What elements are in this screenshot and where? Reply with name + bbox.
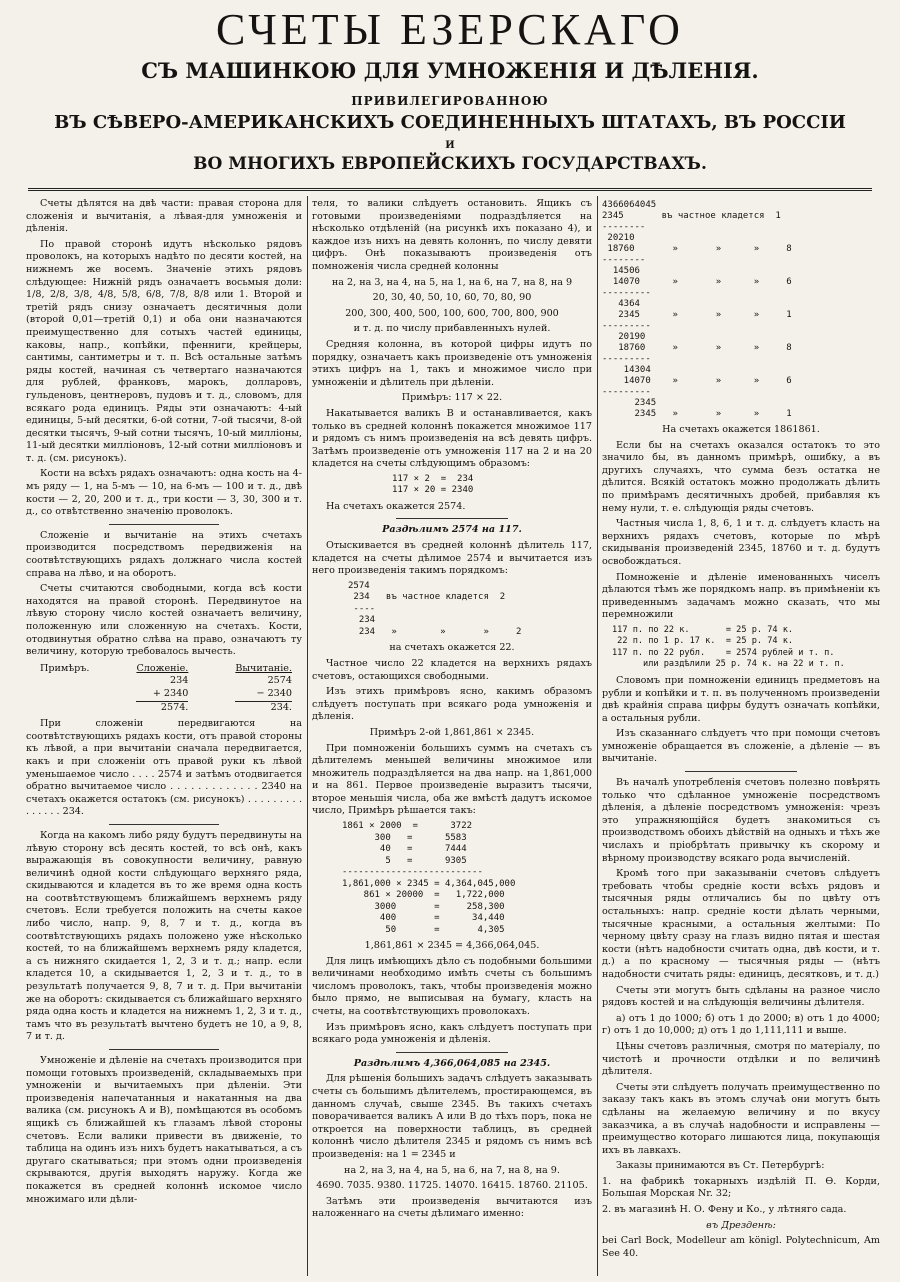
page-title: СЧЕТЫ ЕЗЕРСКАГО xyxy=(216,5,684,54)
divider xyxy=(685,771,796,772)
and-line: И xyxy=(445,140,455,151)
example-label: Примѣръ. xyxy=(40,662,90,674)
multiplier-row: на 2, на 3, на 4, на 5, на 6, на 7, на 8, на 9. xyxy=(344,1164,560,1176)
paragraph: Частныя числа 1, 8, 6, 1 и т. д. слѣдуетъ класть на верхнихъ рядахъ счетовъ, которые по мѣрѣ скидыванія произведеній 2345, 18760 и т. д. будутъ освобождаться. xyxy=(602,518,880,567)
paragraph: Помноженіе и дѣленіе именованныхъ чиселъ дѣлаются тѣмъ же порядкомъ напр. въ примѣненіи къ приведеннымъ задачамъ можно сказать, что мы перемножили xyxy=(602,571,880,621)
paragraph: а) отъ 1 до 1000; б) отъ 1 до 2000; в) отъ 1 до 4000; г) отъ 1 до 10,000; д) отъ 1 до 1,111,111 и выше. xyxy=(602,1012,880,1037)
column-divider xyxy=(597,196,598,1276)
result-line: 1,861,861 × 2345 = 4,366,064,045. xyxy=(364,940,540,952)
paragraph: Изъ этихъ примѣровъ ясно, какимъ образомъ слѣдуетъ поступать при всякаго рода умноженія и дѣленія. xyxy=(312,686,592,723)
paragraph: Словомъ при помноженіи единицъ предметовъ на рубли и копѣйки и т. п. въ полученномъ произведеніи двѣ крайнія справа цифры будутъ означать копѣйки, а остальныя рубли. xyxy=(602,674,880,724)
paragraph: Кромѣ того при заказываніи счетовъ слѣдуетъ требовать чтобы средніе кости всѣхъ рядовъ и тысячныя ряды отличались бы по цвѣту отъ остальныхъ: напр. средніе кости дѣлать черными, тысячные красными, а остальныя желтыми: По черному цвѣту сразу на глазъ видно пятая и шестая кости (нѣтъ надобности считать одна, двѣ кости, и т. д.) а по красному — тысячныя ряды — (нѣтъ надобности считать ряды: единицъ, десятковъ, и т. д.) xyxy=(602,868,880,980)
address-line: 2. въ магазинѣ Н. О. Фену и Ко., у лѣтняго сада. xyxy=(602,1204,847,1216)
addition-example xyxy=(136,663,188,714)
city-heading: въ Дрезденѣ: xyxy=(706,1219,776,1231)
paragraph: Счеты считаются свободными, когда всѣ кости находятся на правой сторонѣ. Передвинутое на лѣвую сторону число костей означаетъ величину, положенную или сложенную на счетахъ. Кости, отодвинутыя обратно слѣва на право, означаютъ ту величину, которую требовалось вычесть. xyxy=(26,583,302,658)
paragraph: Въ началѣ употребленія счетовъ полезно повѣрять только что сдѣланное умноженіе посредствомъ дѣленія, а дѣленіе посредствомъ умноженія: чрезъ это упражняющійся будетъ знакомиться съ производствомъ обоихъ дѣйствій на одныхъ и тѣхъ же числахъ и пріобрѣтать привычку къ скорому и вѣрному производству всякаго рода вычисленій. xyxy=(602,777,880,864)
column-2 xyxy=(312,198,592,1276)
divider xyxy=(109,1049,219,1050)
column-divider xyxy=(307,196,308,1276)
multiplier-row: 200, 300, 400, 500, 100, 600, 700, 800, 900 xyxy=(345,307,559,319)
divider xyxy=(109,524,219,525)
multiplier-row: 4690. 7035. 9380. 11725. 14070. 16415. 18760. 21105. xyxy=(316,1180,588,1192)
subtitle: СЪ МАШИНКОЮ ДЛЯ УМНОЖЕНІЯ И ДѢЛЕНІЯ. xyxy=(141,58,759,83)
calculation: 1861 × 2000 = 3722 300 = 5583 40 = 7444 5 = 9305 -------------------------- 1,861,000 × 2345 = 4,364,045,000 861 × 20000 = 1,722,000 3000 = 258,300 400 = 34,440 50 = 4,305 xyxy=(342,821,516,935)
addition-result: 2574. xyxy=(160,701,189,713)
divider xyxy=(396,518,508,519)
subtraction-operand: − 2340 xyxy=(235,688,292,702)
subtraction-result: 234. xyxy=(270,701,292,713)
calculation: 117 × 2 = 234 117 × 20 = 2340 xyxy=(392,473,474,496)
multiplier-row: на 2, на 3, на 4, на 5, на 1, на 6, на 7, на 8, на 9 xyxy=(331,276,573,288)
privileged-line: ПРИВИЛЕГИРОВАННОЮ xyxy=(351,94,549,108)
paragraph: Счеты эти могутъ быть сдѣланы на разное число рядовъ костей и на слѣдующія величины дѣлителя. xyxy=(602,984,880,1009)
paragraph: Для рѣшенія большихъ задачъ слѣдуетъ заказывать счеты съ большимъ дѣлителемъ, простирающемся, въ данномъ случаѣ, свыше 2345. Въ такихъ счетахъ поворачивается валикъ A или B до тѣхъ поръ, пока не откроется на поверхности таблицъ, въ средней колоннѣ число дѣлителя 2345 и рядомъ съ нимъ всѣ произведенія: на 1 = 2345 и xyxy=(312,1073,592,1160)
result-line: На счетахъ окажется 2574. xyxy=(326,500,466,512)
column-1 xyxy=(26,198,302,1276)
paragraph: Если бы на счетахъ оказался остатокъ то это значило бы, въ данномъ примѣрѣ, ошибку, а въ другихъ случаяхъ, что сумма безъ остатка не дѣлится. Всякій остатокъ можно продолжать дѣлить по примѣрамъ десятичныхъ дробей, прибавляя къ нему нули, т. е. слѣдующія ряды счетовъ. xyxy=(602,439,880,514)
paragraph: При помноженіи большихъ суммъ на счетахъ съ дѣлителемъ меньшей величины множимое или множитель подраздѣляется на два напр. на 1,861,000 и на 861. Первое произведеніе выразитъ тысячи, второе меньшія числа, оба же вмѣстѣ дадутъ искомое число, Примѣръ рѣшается такъ: xyxy=(312,742,592,817)
multiplier-row: и т. д. по числу прибавленныхъ нулей. xyxy=(353,323,551,335)
paragraph: Сложеніе и вычитаніе на этихъ счетахъ производится посредствомъ передвиженія на соотвѣтствующихъ рядахъ должнаго числа костей справа на лѣво, и на оборотъ. xyxy=(26,529,302,579)
paragraph: теля, то валики слѣдуетъ остановить. Ящикъ съ готовыми произведеніями подраздѣляется на нѣсколько отдѣленій (на рисункѣ ихъ показано 4), и каждое изъ нихъ на девять колоннъ, по числу девяти цифръ. Онѣ показываютъ произведенія отъ помноженія числа средней колонны xyxy=(312,198,592,272)
address-line: bei Carl Bock, Modelleur am königl. Polytechnicum, Am See 40. xyxy=(602,1235,880,1259)
address-line: 1. на фабрикѣ токарныхъ издѣлій П. Ѳ. Корди, Большая Морская Nr. 32; xyxy=(602,1175,880,1200)
countries-line: ВЪ СѢВЕРО-АМЕРИКАНСКИХЪ СОЕДИНЕННЫХЪ ШТАТАХЪ, ВЪ РОССІИ xyxy=(54,112,846,133)
divider xyxy=(396,1052,508,1053)
paragraph: Средняя колонна, въ которой цифры идутъ по порядку, означаетъ какъ произведеніе отъ умноженія этихъ цифръ на 1, такъ и множимое число при умноженіи и дѣлитель при дѣленіи. xyxy=(312,338,592,388)
paragraph: Когда на какомъ либо ряду будутъ передвинуты на лѣвую сторону всѣ десять костей, то всѣ онѣ, какъ выражающія въ совокупности величину, равную величинѣ одной кости слѣдующаго верхняго ряда, скидываются и кладется въ то же время одна кость на соотвѣтствующемъ ближайшемъ верхнемъ ряду счетовъ. Если требуется положить на счеты какое либо число, напр. 9, 8, 7 и т. д., когда въ соотвѣтствующихъ рядахъ положено уже нѣсколько костей, то на ближайшемъ верхнемъ ряду кладется, а съ нижняго скидается 1, 2, 3 и т. д.; напр. если кладется 10, а скидывается 1, 2, 3 и т. д., то в результатѣ получается 9, 8, 7 и т. д. При вычитаніи же на оборотъ: скидывается съ ближайшаго верхняго ряда одна кость и кладется на нижнемъ 1, 2, 3 и т. д., тамъ что въ результатѣ вычтено будетъ не 10, а 9, 8, 7 и т. д. xyxy=(26,829,302,1043)
addition-operand: 234 xyxy=(170,675,189,687)
paragraph: Счеты эти слѣдуетъ получать преимущественно по заказу такъ какъ въ этомъ случаѣ они могутъ быть сдѣланы на желаемую величину и по вкусу заказчика, а въ случаѣ надобности и исправлены — преимущество котораго лишаются лица, покупающія ихъ въ лавкахъ. xyxy=(602,1081,880,1156)
paragraph: Изъ примѣровъ ясно, какъ слѣдуетъ поступать при всякаго рода умноженія и дѣленія. xyxy=(312,1021,592,1046)
paragraph: Накатывается валикъ B и останавливается, какъ только въ средней колоннѣ покажется множимое 117 и рядомъ съ нимъ произведенія на всѣ девять цифръ. Затѣмъ произведеніе отъ умноженія 117 на 2 и на 20 кладется на счеты слѣдующимъ образомъ: xyxy=(312,407,592,470)
column-3 xyxy=(602,198,880,1276)
paragraph: Цѣны счетовъ различныя, смотря по матеріалу, по чистотѣ и прочности отдѣлки и по величинѣ дѣлителя. xyxy=(602,1040,880,1078)
calculation: 4366064045 2345 въ частное кладется 1 -------- 20210 18760 » » » 8 -------- 14506 14070 » » » 6 --------- 4364 2345 » » » 1 --------- 20190 18760 » » » 8 --------- 14304 14070 » » » 6 --------- 2345 2345 » » » 1 xyxy=(602,200,792,419)
paragraph: Заказы принимаются въ Ст. Петербургѣ: xyxy=(616,1160,825,1172)
multiplier-row: 20, 30, 40, 50, 10, 60, 70, 80, 90 xyxy=(372,292,532,304)
divider xyxy=(109,824,219,825)
example-block xyxy=(40,663,292,714)
header-divider xyxy=(28,188,872,191)
section-heading: Раздѣлимъ 4,366,064,085 на 2345. xyxy=(353,1057,551,1069)
europe-line: ВО МНОГИХЪ ЕВРОПЕЙСКИХЪ ГОСУДАРСТВАХЪ. xyxy=(193,154,707,174)
paragraph: Счеты дѣлятся на двѣ части: правая сторона для сложенія и вычитанія, а лѣвая-для умноженія и дѣленія. xyxy=(26,198,302,235)
subtraction-label: Вычитаніе. xyxy=(235,662,292,674)
example-heading: Примѣръ: 117 × 22. xyxy=(401,392,503,404)
example-heading: Примѣръ 2-ой 1,861,861 × 2345. xyxy=(369,726,535,738)
paragraph: Для лицъ имѣющихъ дѣло съ подобными большими величинами необходимо имѣть счеты съ большимъ числомъ проволокъ, такъ, чтобы произведенія можно было прямо, не выписывая на бумагу, класть на счеты, на соотвѣтствующихъ проволокахъ. xyxy=(312,955,592,1018)
paragraph: Отыскивается въ средней колоннѣ дѣлитель 117, кладется на счеты дѣлимое 2574 и вычитается изъ него произведенія такимъ порядкомъ: xyxy=(312,540,592,577)
paragraph: При сложеніи передвигаются на соотвѣтствующихъ рядахъ кости, отъ правой стороны къ лѣвой, а при вычитаніи сначала передвигается, какъ и при сложеніи отъ правой руки къ лѣвой уменьшаемое число . . . . 2574 и затѣмъ отодвигается обратно вычитаемое число . . . . . . . . . . . . . 2340 на счетахъ окажется остатокъ (см. рисунокъ) . . . . . . . . . . . . . . . 234. xyxy=(26,718,302,818)
paragraph: По правой сторонѣ идутъ нѣсколько рядовъ проволокъ, на которыхъ надѣто по десяти костей, на нижнемъ же восемъ. Значеніе этихъ рядовъ слѣдующее: Нижній рядъ означаетъ восьмыя доли: 1/8, 2/8, 3/8, 4/8, 5/8, 6/8, 7/8, 8/8 или 1. Второй и третій рядъ снизу означаетъ десятичныя доли (второй 0,01—третій 0,1) и оба они назначаются преимущественно для сотыхъ частей единицы, каковы, напр., копѣйки, пфенниги, крейцеры, сантимы, сантиметры и т. п. Всѣ остальные затѣмъ ряды костей, начиная съ четвертаго назначаются для рублей, франковъ, марокъ, долларовъ, гульденовъ, центнеровъ, пудовъ и т. д., словомъ, для всякаго рода единицъ. Ряды эти означаютъ: 4-ый единицы, 5-ый десятки, 6-ой сотни, 7-ой тысячи, 8-ой десятки тысячъ, 9-ый сотни тысячъ, 10-ый милліоны, 11-ый десятки милліоновъ, 12-ый сотни милліоновъ и т. д. (см. рисунокъ). xyxy=(26,238,302,464)
calculation: 2574 234 въ частное кладется 2 ---- 234 234 » » » 2 xyxy=(348,580,522,637)
section-heading: Раздѣлимъ 2574 на 117. xyxy=(382,524,522,536)
calculation: 117 п. по 22 к. = 25 р. 74 к. 22 п. по 1 р. 17 к. = 25 р. 74 к. 117 п. по 22 рубл. = 2574 рублей и т. п. или раздѣлили 25 р. 74 к. на 22 и т. п. xyxy=(612,624,845,670)
result-line: на счетахъ окажется 22. xyxy=(389,642,515,654)
addition-operand: + 2340 xyxy=(136,688,188,702)
subtraction-example xyxy=(235,663,292,714)
result-line: На счетахъ окажется 1861861. xyxy=(662,424,820,435)
subtraction-operand: 2574 xyxy=(267,675,292,687)
paragraph: Кости на всѣхъ рядахъ означаютъ: одна кость на 4-мъ ряду — 1, на 5-мъ — 10, на 6-мъ — 100 и т. д., двѣ кости — 2, 20, 200 и т. д., три кости — 3, 30, 300 и т. д., со отвѣтственно значенію проволокъ. xyxy=(26,468,302,518)
addition-label: Сложеніе. xyxy=(136,662,189,674)
paragraph: Умноженіе и дѣленіе на счетахъ производится при помощи готовыхъ произведеній, складываемыхъ при умноженіи и вычитаемыхъ при дѣленіи. Эти произведенія напечатанныя и накатанныя на два валика (см. рисунокъ А и В), помѣщаются въ особомъ ящикѣ съ ближайшей къ глазамъ лѣвой стороны счетовъ. Если валики привести въ движеніе, то таблица на одинъ изъ нихъ будетъ накатываться, а съ другаго скатываться; при этомъ одни произведенія скрываются, другія выходятъ наружу. Когда же покажется въ средней колоннѣ искомое число множимаго или дѣли- xyxy=(26,1055,302,1205)
paragraph: Изъ сказаннаго слѣдуетъ что при помощи счетовъ умноженіе обращается въ сложеніе, а дѣленіе — въ вычитаніе. xyxy=(602,728,880,765)
paragraph: Частное число 22 кладется на верхнихъ рядахъ счетовъ, остающихся свободными. xyxy=(312,657,592,682)
paragraph: Затѣмъ эти произведенія вычитаются изъ наложеннаго на счеты дѣлимаго именно: xyxy=(312,1195,592,1220)
